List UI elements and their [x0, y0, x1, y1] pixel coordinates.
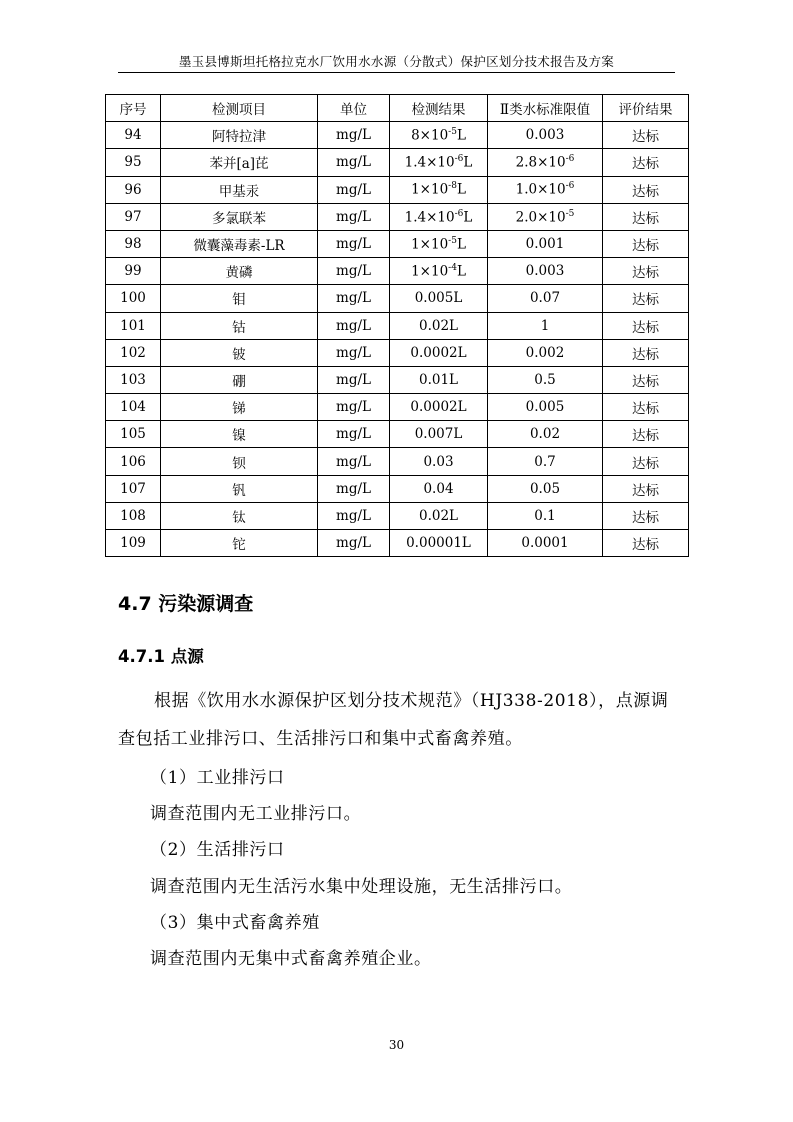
- cell-limit: [488, 258, 603, 285]
- cell-result: [390, 312, 488, 339]
- cell-item: 钴: [161, 312, 318, 339]
- value-suffix: L: [456, 127, 466, 144]
- cell-eval: 达标: [603, 230, 689, 257]
- value-base: 0.05: [529, 480, 561, 497]
- subsection-heading: 4.7.1 点源: [118, 647, 204, 666]
- value-exponent: -6: [454, 154, 464, 165]
- value-base: 1.4×10: [404, 154, 455, 171]
- cell-result: [390, 149, 488, 176]
- col-header-result: 检测结果: [390, 95, 488, 122]
- cell-eval: 达标: [603, 258, 689, 285]
- cell-item: 钒: [161, 475, 318, 502]
- cell-item: 硼: [161, 366, 318, 393]
- cell-result: [390, 530, 488, 557]
- cell-item: 多氯联苯: [161, 203, 318, 230]
- cell-eval: 达标: [603, 475, 689, 502]
- cell-unit: mg/L: [318, 230, 390, 257]
- value-base: 0.003: [525, 263, 565, 280]
- cell-eval: 达标: [603, 203, 689, 230]
- value-base: 0.005: [525, 399, 565, 416]
- cell-unit: mg/L: [318, 176, 390, 203]
- cell-eval: 达标: [603, 448, 689, 475]
- cell-limit: [488, 475, 603, 502]
- section-heading: 4.7 污染源调查: [118, 593, 254, 615]
- cell-result: [390, 230, 488, 257]
- cell-result: [390, 258, 488, 285]
- cell-unit: mg/L: [318, 149, 390, 176]
- cell-item: 钡: [161, 448, 318, 475]
- value-exponent: -6: [565, 154, 575, 165]
- cell-limit: [488, 394, 603, 421]
- cell-limit: [488, 230, 603, 257]
- cell-limit: [488, 366, 603, 393]
- table-row: [106, 285, 689, 312]
- value-exponent: -8: [448, 181, 457, 192]
- cell-no: 106: [106, 448, 161, 475]
- value-base: 0.002: [525, 344, 565, 361]
- item-text-domestic: 调查范围内无生活污水集中处理设施，无生活排污口。: [150, 877, 573, 897]
- cell-eval: 达标: [603, 176, 689, 203]
- cell-item: 锑: [161, 394, 318, 421]
- cell-result: [390, 285, 488, 312]
- value-base: 0.5: [534, 371, 556, 388]
- cell-unit: mg/L: [318, 312, 390, 339]
- cell-no: 105: [106, 421, 161, 448]
- cell-result: [390, 475, 488, 502]
- table-row: [106, 258, 689, 285]
- cell-result: [390, 203, 488, 230]
- cell-no: 108: [106, 502, 161, 529]
- cell-limit: [488, 149, 603, 176]
- cell-eval: 达标: [603, 530, 689, 557]
- value-suffix: L: [456, 263, 466, 280]
- cell-unit: mg/L: [318, 502, 390, 529]
- cell-result: [390, 394, 488, 421]
- cell-result: [390, 366, 488, 393]
- cell-eval: 达标: [603, 366, 689, 393]
- table-row: [106, 475, 689, 502]
- value-base: 1: [540, 317, 550, 334]
- cell-no: 109: [106, 530, 161, 557]
- cell-limit: [488, 530, 603, 557]
- cell-limit: [488, 421, 603, 448]
- value-base: 0.02: [529, 426, 561, 443]
- item-heading-livestock: （3）集中式畜禽养殖: [150, 913, 320, 933]
- table-row: [106, 421, 689, 448]
- value-base: 1×10: [411, 181, 449, 198]
- item-heading-domestic: （2）生活排污口: [150, 840, 285, 860]
- value-base: 1×10: [411, 236, 449, 253]
- item-heading-industrial: （1）工业排污口: [150, 768, 285, 788]
- cell-unit: mg/L: [318, 475, 390, 502]
- cell-limit: [488, 502, 603, 529]
- table-row: [106, 203, 689, 230]
- cell-no: 95: [106, 149, 161, 176]
- table-row: [106, 502, 689, 529]
- cell-eval: 达标: [603, 339, 689, 366]
- cell-unit: mg/L: [318, 394, 390, 421]
- value-base: 1×10: [411, 263, 449, 280]
- value-base: 0.007L: [414, 426, 463, 443]
- cell-item: 黄磷: [161, 258, 318, 285]
- value-base: 0.0002L: [410, 399, 467, 416]
- cell-unit: mg/L: [318, 366, 390, 393]
- cell-unit: mg/L: [318, 122, 390, 149]
- cell-result: [390, 122, 488, 149]
- cell-unit: mg/L: [318, 203, 390, 230]
- page-number: 30: [388, 1038, 405, 1052]
- value-base: 8×10: [411, 127, 449, 144]
- cell-eval: 达标: [603, 394, 689, 421]
- cell-eval: 达标: [603, 502, 689, 529]
- cell-unit: mg/L: [318, 421, 390, 448]
- cell-limit: [488, 285, 603, 312]
- cell-eval: 达标: [603, 312, 689, 339]
- table-row: [106, 176, 689, 203]
- value-base: 0.04: [423, 480, 454, 497]
- value-suffix: L: [456, 181, 466, 198]
- cell-unit: mg/L: [318, 448, 390, 475]
- value-base: 0.003: [525, 127, 565, 144]
- cell-no: 102: [106, 339, 161, 366]
- value-exponent: -5: [448, 127, 457, 138]
- cell-unit: mg/L: [318, 285, 390, 312]
- cell-result: [390, 502, 488, 529]
- col-header-limit: Ⅱ类水标准限值: [488, 95, 603, 122]
- value-exponent: -5: [565, 208, 575, 219]
- cell-unit: mg/L: [318, 530, 390, 557]
- cell-eval: 达标: [603, 122, 689, 149]
- value-exponent: -6: [454, 208, 464, 219]
- table-row: [106, 448, 689, 475]
- cell-limit: [488, 176, 603, 203]
- value-suffix: L: [463, 154, 473, 171]
- value-suffix: L: [463, 209, 473, 226]
- cell-no: 98: [106, 230, 161, 257]
- cell-item: 钛: [161, 502, 318, 529]
- cell-no: 107: [106, 475, 161, 502]
- value-base: 1.0×10: [515, 181, 566, 198]
- item-text-industrial: 调查范围内无工业排污口。: [150, 804, 362, 824]
- cell-no: 101: [106, 312, 161, 339]
- value-base: 0.07: [529, 290, 561, 307]
- cell-item: 甲基汞: [161, 176, 318, 203]
- cell-no: 100: [106, 285, 161, 312]
- value-base: 2.8×10: [515, 154, 566, 171]
- cell-result: [390, 448, 488, 475]
- value-base: 0.1: [534, 507, 556, 524]
- cell-item: 微囊藻毒素-LR: [161, 230, 318, 257]
- value-base: 0.0002L: [410, 344, 467, 361]
- cell-limit: [488, 312, 603, 339]
- table-row: [106, 122, 689, 149]
- cell-unit: mg/L: [318, 258, 390, 285]
- value-exponent: -4: [448, 262, 457, 273]
- cell-item: 镍: [161, 421, 318, 448]
- cell-no: 103: [106, 366, 161, 393]
- table-row: [106, 394, 689, 421]
- cell-no: 97: [106, 203, 161, 230]
- value-base: 0.0001: [521, 535, 569, 552]
- item-text-livestock: 调查范围内无集中式畜禽养殖企业。: [150, 949, 432, 969]
- value-suffix: L: [456, 236, 466, 253]
- cell-limit: [488, 203, 603, 230]
- table-row: [106, 230, 689, 257]
- cell-limit: [488, 122, 603, 149]
- cell-no: 104: [106, 394, 161, 421]
- value-base: 0.01L: [418, 371, 459, 388]
- value-base: 2.0×10: [515, 209, 566, 226]
- value-base: 0.005L: [414, 290, 463, 307]
- cell-limit: [488, 339, 603, 366]
- cell-limit: [488, 448, 603, 475]
- table-row: [106, 149, 689, 176]
- cell-result: [390, 176, 488, 203]
- table-header-row: [106, 95, 689, 122]
- cell-unit: mg/L: [318, 339, 390, 366]
- intro-paragraph: 根据《饮用水水源保护区划分技术规范》（HJ338-2018），点源调查包括工业排污口、生活排污口和集中式畜禽养殖。: [118, 691, 669, 749]
- value-exponent: -6: [565, 181, 575, 192]
- header-rule: [118, 72, 675, 73]
- cell-item: 阿特拉津: [161, 122, 318, 149]
- table-row: [106, 339, 689, 366]
- value-base: 0.00001L: [406, 535, 471, 552]
- value-exponent: -5: [448, 235, 457, 246]
- col-header-eval: 评价结果: [603, 95, 689, 122]
- cell-eval: 达标: [603, 149, 689, 176]
- value-base: 0.001: [525, 236, 565, 253]
- value-base: 0.02L: [418, 317, 459, 334]
- results-table: [105, 94, 689, 557]
- col-header-item: 检测项目: [161, 95, 318, 122]
- cell-eval: 达标: [603, 285, 689, 312]
- cell-no: 96: [106, 176, 161, 203]
- cell-item: 苯并[a]芘: [161, 149, 318, 176]
- cell-no: 99: [106, 258, 161, 285]
- cell-no: 94: [106, 122, 161, 149]
- table-row: [106, 530, 689, 557]
- value-base: 0.7: [534, 453, 556, 470]
- cell-result: [390, 339, 488, 366]
- running-header: 墨玉县博斯坦托格拉克水厂饮用水水源（分散式）保护区划分技术报告及方案: [178, 54, 615, 69]
- cell-eval: 达标: [603, 421, 689, 448]
- cell-item: 铍: [161, 339, 318, 366]
- value-base: 0.03: [423, 453, 454, 470]
- table-row: [106, 312, 689, 339]
- cell-result: [390, 421, 488, 448]
- value-base: 0.02L: [418, 507, 459, 524]
- table-row: [106, 366, 689, 393]
- col-header-no: 序号: [106, 95, 161, 122]
- cell-item: 铊: [161, 530, 318, 557]
- cell-item: 钼: [161, 285, 318, 312]
- col-header-unit: 单位: [318, 95, 390, 122]
- value-base: 1.4×10: [404, 209, 455, 226]
